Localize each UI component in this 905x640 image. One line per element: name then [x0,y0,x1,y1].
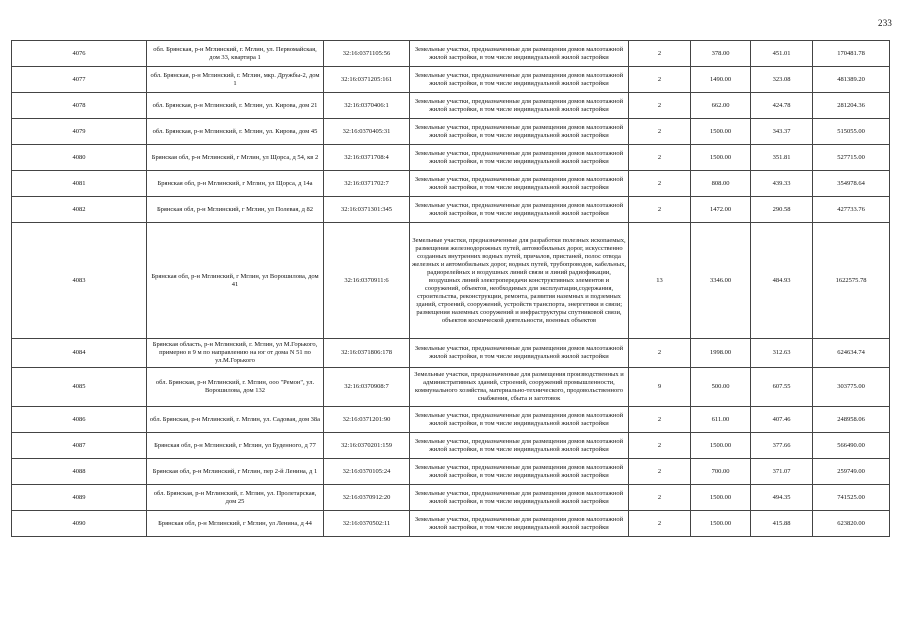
cadastral-number-cell: 32:16:0371201:90 [324,407,410,433]
row-number: 4090 [12,511,147,537]
row-number: 4089 [12,485,147,511]
area-cell: 1500.00 [691,145,751,171]
page-number: 233 [878,18,893,28]
area-cell: 1490.00 [691,67,751,93]
land-use-cell: Земельные участки, предназначенные для размещения домов малоэтажной жилой застройки, в том числе индивидуальной жилой застройки [410,197,629,223]
cadastral-number-cell: 32:16:0371301:345 [324,197,410,223]
land-use-cell: Земельные участки, предназначенные для размещения домов малоэтажной жилой застройки, в том числе индивидуальной жилой застройки [410,459,629,485]
area-cell: 1500.00 [691,485,751,511]
category-cell: 2 [629,433,691,459]
table-row [12,41,890,67]
area-cell: 1472.00 [691,197,751,223]
category-cell: 2 [629,145,691,171]
specific-value-cell: 494.35 [751,485,813,511]
address-cell: Брянская обл, р-н Мглинский, г Мглин, пер 2-й Ленина, д 1 [147,459,324,485]
row-number: 4078 [12,93,147,119]
address-cell: обл. Брянская, р-н Мглинский, г. Мглин, ул. Кирова, дом 21 [147,93,324,119]
address-cell: обл. Брянская, р-н Мглинский, г. Мглин, ул. Пролетарская, дом 25 [147,485,324,511]
address-cell: Брянская обл, р-н Мглинский, г Мглин, ул Буденного, д 77 [147,433,324,459]
cadastral-number-cell: 32:16:0370502:11 [324,511,410,537]
category-cell: 2 [629,339,691,368]
address-cell: обл. Брянская, р-н Мглинский, г. Мглин, ул. Садовая, дом 38а [147,407,324,433]
row-number: 4081 [12,171,147,197]
land-use-cell: Земельные участки, предназначенные для размещения домов малоэтажной жилой застройки, в том числе индивидуальной жилой застройки [410,41,629,67]
address-cell: Брянская область, р-н Мглинский, г. Мглин, ул М.Горького, примерно в 9 м по направлению на юг от дома N 51 по ул.М.Горького [147,339,324,368]
specific-value-cell: 607.55 [751,368,813,407]
specific-value-cell: 484.93 [751,223,813,339]
area-cell: 3346.00 [691,223,751,339]
address-cell: Брянская обл, р-н Мглинский, г Мглин, ул Щорса, д 54, кв 2 [147,145,324,171]
cadastral-value-cell: 566490.00 [813,433,890,459]
land-use-cell: Земельные участки, предназначенные для размещения домов малоэтажной жилой застройки, в том числе индивидуальной жилой застройки [410,511,629,537]
row-number: 4088 [12,459,147,485]
cadastral-value-cell: 481389.20 [813,67,890,93]
cadastral-number-cell: 32:16:0371806:178 [324,339,410,368]
category-cell: 2 [629,485,691,511]
area-cell: 700.00 [691,459,751,485]
category-cell: 2 [629,41,691,67]
specific-value-cell: 377.66 [751,433,813,459]
table-row [12,459,890,485]
area-cell: 662.00 [691,93,751,119]
land-use-cell: Земельные участки, предназначенные для размещения домов малоэтажной жилой застройки, в том числе индивидуальной жилой застройки [410,145,629,171]
category-cell: 2 [629,407,691,433]
specific-value-cell: 415.88 [751,511,813,537]
cadastral-value-cell: 427733.76 [813,197,890,223]
address-cell: обл. Брянская, р-н Мглинский, г. Мглин, ул. Первомайская, дом 33, квартира 1 [147,41,324,67]
land-use-cell: Земельные участки, предназначенные для размещения домов малоэтажной жилой застройки, в том числе индивидуальной жилой застройки [410,119,629,145]
address-cell: Брянская обл, р-н Мглинский, г Мглин, ул Полевая, д 82 [147,197,324,223]
land-use-cell: Земельные участки, предназначенные для размещения домов малоэтажной жилой застройки, в том числе индивидуальной жилой застройки [410,171,629,197]
table-row [12,511,890,537]
cadastral-number-cell: 32:16:0371708:4 [324,145,410,171]
category-cell: 2 [629,197,691,223]
table-row [12,339,890,368]
table-row [12,485,890,511]
table-row [12,67,890,93]
table-row [12,171,890,197]
cadastral-number-cell: 32:16:0371702:7 [324,171,410,197]
cadastral-number-cell: 32:16:0370201:159 [324,433,410,459]
category-cell: 2 [629,93,691,119]
land-use-cell: Земельные участки, предназначенные для размещения домов малоэтажной жилой застройки, в том числе индивидуальной жилой застройки [410,67,629,93]
row-number: 4083 [12,223,147,339]
specific-value-cell: 323.08 [751,67,813,93]
row-number: 4086 [12,407,147,433]
cadastral-number-cell: 32:16:0370908:7 [324,368,410,407]
land-use-cell: Земельные участки, предназначенные для размещения домов малоэтажной жилой застройки, в том числе индивидуальной жилой застройки [410,407,629,433]
row-number: 4077 [12,67,147,93]
category-cell: 2 [629,119,691,145]
cadastral-value-cell: 303775.00 [813,368,890,407]
area-cell: 1500.00 [691,511,751,537]
specific-value-cell: 343.37 [751,119,813,145]
cadastral-number-cell: 32:16:0370105:24 [324,459,410,485]
cadastral-value-cell: 623820.00 [813,511,890,537]
land-use-cell: Земельные участки, предназначенные для размещения домов малоэтажной жилой застройки, в том числе индивидуальной жилой застройки [410,339,629,368]
address-cell: обл. Брянская, р-н Мглинский, г. Мглин, ул. Кирова, дом 45 [147,119,324,145]
land-use-cell: Земельные участки, предназначенные для размещения домов малоэтажной жилой застройки, в том числе индивидуальной жилой застройки [410,93,629,119]
category-cell: 2 [629,67,691,93]
cadastral-number-cell: 32:16:0370405:31 [324,119,410,145]
land-use-cell: Земельные участки, предназначенные для размещения домов малоэтажной жилой застройки, в том числе индивидуальной жилой застройки [410,485,629,511]
area-cell: 1998.00 [691,339,751,368]
specific-value-cell: 407.46 [751,407,813,433]
address-cell: Брянская обл, р-н Мглинский, г Мглин, ул Ленина, д 44 [147,511,324,537]
cadastral-number-cell: 32:16:0370911:6 [324,223,410,339]
specific-value-cell: 351.81 [751,145,813,171]
area-cell: 1500.00 [691,433,751,459]
row-number: 4079 [12,119,147,145]
row-number: 4082 [12,197,147,223]
category-cell: 13 [629,223,691,339]
specific-value-cell: 371.07 [751,459,813,485]
table-row [12,433,890,459]
specific-value-cell: 290.58 [751,197,813,223]
table-row [12,119,890,145]
land-use-cell: Земельные участки, предназначенные для разработки полезных ископаемых, размещения железнодорожных путей, автомобильных дорог, искусственно созданных внутренних водных путей, причалов, пристаней, полос отвода железных и автомобильных дорог, водных путей, трубопроводов, кабельных, радиорелейных и воздушных линий связи и линий радиофикации, воздушных линий электропередачи конструктивных элементов и сооружений, объектов, необходимых для эксплуатации,содержания, строительства, реконструкции, ремонта, развития наземных и подземных зданий, строений, сооружений, устройств транспорта, энергетики и связи; размещения наземных сооружений и инфраструктуры спутниковой связи, объектов космической деятельности, военных объектов [410,223,629,339]
cadastral-number-cell: 32:16:0371105:56 [324,41,410,67]
table-row [12,368,890,407]
address-cell: Брянская обл, р-н Мглинский, г Мглин, ул Щорса, д 14а [147,171,324,197]
cadastral-value-cell: 248958.06 [813,407,890,433]
specific-value-cell: 424.78 [751,93,813,119]
cadastral-registry-table [11,40,890,537]
cadastral-value-cell: 515055.00 [813,119,890,145]
specific-value-cell: 451.01 [751,41,813,67]
cadastral-value-cell: 1622575.78 [813,223,890,339]
cadastral-value-cell: 741525.00 [813,485,890,511]
specific-value-cell: 312.63 [751,339,813,368]
cadastral-number-cell: 32:16:0370912:20 [324,485,410,511]
category-cell: 2 [629,459,691,485]
cadastral-value-cell: 527715.00 [813,145,890,171]
cadastral-number-cell: 32:16:0371205:161 [324,67,410,93]
address-cell: обл. Брянская, р-н Мглинский, г. Мглин, ооо "Ремон", ул. Ворошилова, дом 132 [147,368,324,407]
category-cell: 9 [629,368,691,407]
address-cell: Брянская обл, р-н Мглинский, г Мглин, ул Ворошилова, дом 41 [147,223,324,339]
table-row [12,197,890,223]
land-use-cell: Земельные участки, предназначенные для размещения домов малоэтажной жилой застройки, в том числе индивидуальной жилой застройки [410,433,629,459]
row-number: 4087 [12,433,147,459]
cadastral-value-cell: 170481.78 [813,41,890,67]
table-row [12,223,890,339]
category-cell: 2 [629,511,691,537]
area-cell: 378.00 [691,41,751,67]
table-row [12,145,890,171]
area-cell: 500.00 [691,368,751,407]
area-cell: 808.00 [691,171,751,197]
cadastral-value-cell: 354978.64 [813,171,890,197]
area-cell: 1500.00 [691,119,751,145]
category-cell: 2 [629,171,691,197]
specific-value-cell: 439.33 [751,171,813,197]
table-body [12,41,890,537]
row-number: 4084 [12,339,147,368]
row-number: 4080 [12,145,147,171]
row-number: 4085 [12,368,147,407]
area-cell: 611.00 [691,407,751,433]
cadastral-value-cell: 259749.00 [813,459,890,485]
cadastral-value-cell: 281204.36 [813,93,890,119]
cadastral-value-cell: 624634.74 [813,339,890,368]
address-cell: обл. Брянская, р-н Мглинский, г. Мглин, мкр. Дружбы-2, дом 1 [147,67,324,93]
table-row [12,93,890,119]
row-number: 4076 [12,41,147,67]
table-row [12,407,890,433]
cadastral-number-cell: 32:16:0370406:1 [324,93,410,119]
land-use-cell: Земельные участки, предназначенные для размещения производственных и административных зданий, строений, сооружений промышленности, коммунального хозяйства, материально-технического, продовольственного снабжения, сбыта и заготовок [410,368,629,407]
